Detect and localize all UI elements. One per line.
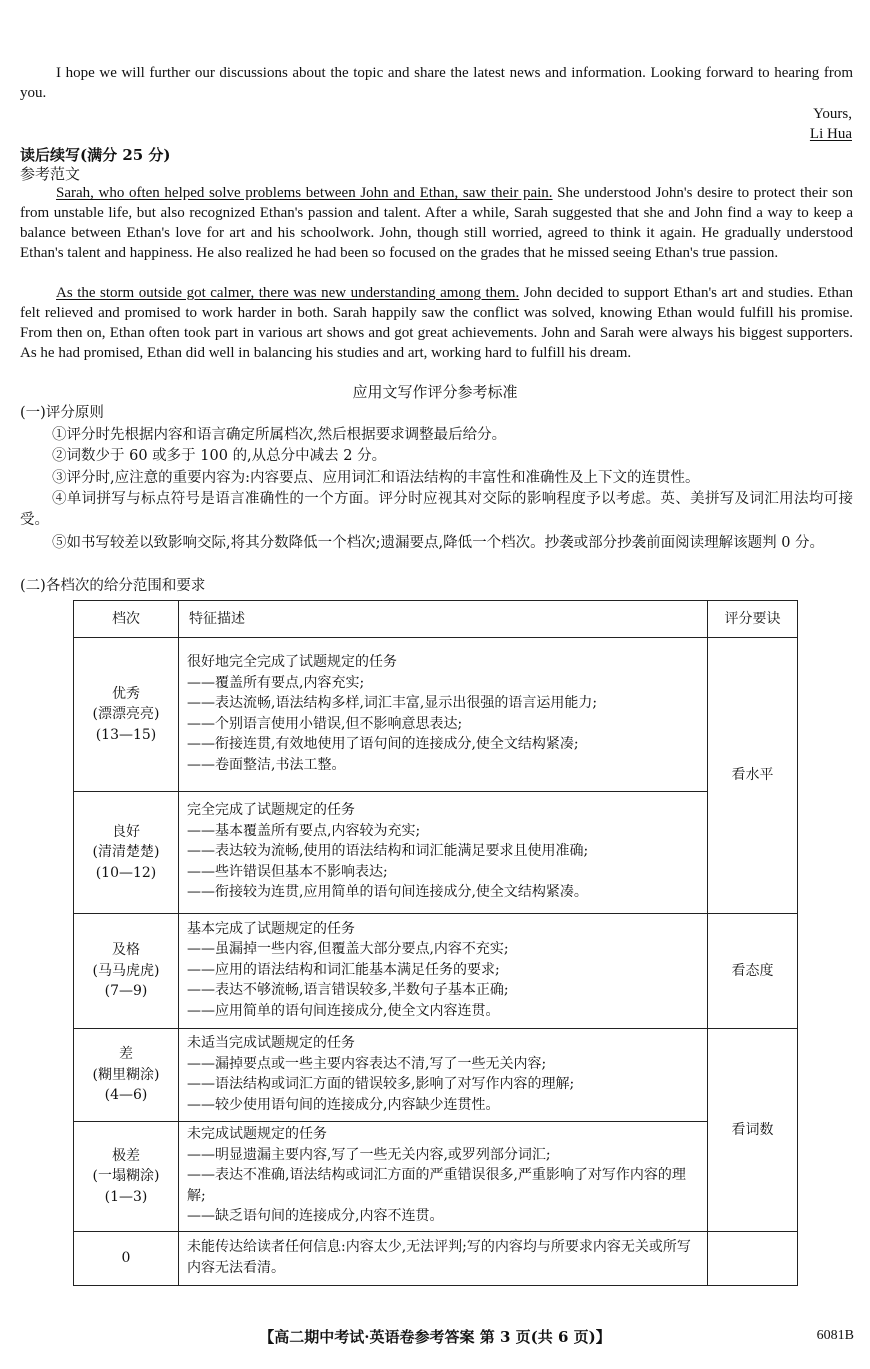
section-2-heading: (二)各档次的给分范围和要求 <box>20 578 206 594</box>
sample-paragraph-1 <box>20 183 853 263</box>
description-line: ——较少使用语句间的连接成分,内容缺少连贯性。 <box>187 1096 500 1113</box>
level-name: 良好 <box>112 823 140 840</box>
continuation-title: 读后续写(满分 25 分) <box>20 146 171 164</box>
rule-cell: 看态度 <box>708 914 798 1029</box>
description-line: ——虽漏掉一些内容,但覆盖大部分要点,内容不充实; <box>187 941 509 958</box>
description-line: ——表达较为流畅,使用的语法结构和词汇能满足要求且使用准确; <box>187 843 589 860</box>
description-line: ——缺乏语句间的连接成分,内容不连贯。 <box>187 1208 444 1225</box>
letter-closing-paragraph: I hope we will further our discussions about the topic and share the latest news and information. Looking forward to hearing from you. <box>20 65 853 101</box>
rule-2: ②词数少于 60 或多于 100 的,从总分中减去 2 分。 <box>52 448 387 464</box>
paragraph-1-body: She understood John's desire to protect their son from unstable life, but also recognized Ethan's passion and talent. After a while, Sarah suggested that she and John find a way to keep a balance between Ethan's love for art and his schoolwork. John, though still worried, agreed to think it again. He gradually understood Ethan's talent and happiness. He also realized he had been so focused on the grades that he missed seeing Ethan's true passion. <box>20 185 854 261</box>
level-cell <box>74 1122 179 1232</box>
level-name: 及格 <box>112 942 140 959</box>
description-line: ——卷面整洁,书法工整。 <box>187 756 346 773</box>
table-row <box>74 1122 798 1232</box>
description-cell <box>179 792 708 914</box>
level-cell <box>74 914 179 1029</box>
description-line: ——应用简单的语句间连接成分,使全文内容连贯。 <box>187 1002 500 1019</box>
rule-cell: 看词数 <box>708 1029 798 1232</box>
level-cell <box>74 1029 179 1122</box>
description-cell <box>179 638 708 792</box>
continuation-subtitle: 参考范文 <box>20 165 81 183</box>
level-alias: (马马虎虎) <box>92 962 160 979</box>
level-cell <box>74 638 179 792</box>
description-line: ——语法结构或词汇方面的错误较多,影响了对写作内容的理解; <box>187 1076 575 1092</box>
table-header-row <box>74 601 798 638</box>
description-line: ——衔接较为连贯,应用简单的语句间连接成分,使全文结构紧凑。 <box>187 884 588 901</box>
description-line: 完全完成了试题规定的任务 <box>187 802 355 819</box>
description-line: ——衔接连贯,有效地使用了语句间的连接成分,使全文结构紧凑; <box>187 736 579 752</box>
header-description: 特征描述 <box>179 601 708 638</box>
sample-paragraph-2 <box>20 283 853 363</box>
description-line: ——些许错误但基本不影响表达; <box>187 863 388 880</box>
description-line: 未能传达给读者任何信息:内容太少,无法评判;写的内容均与所要求内容无关或所写内容无法看清。 <box>187 1239 691 1276</box>
letter-yours: Yours, <box>813 106 852 122</box>
level-name: 极差 <box>112 1147 140 1164</box>
rule-1: ①评分时先根据内容和语言确定所属档次,然后根据要求调整最后给分。 <box>52 427 507 443</box>
description-cell <box>179 1122 708 1232</box>
level-cell <box>74 1232 179 1286</box>
level-range: (4—6) <box>104 1087 148 1104</box>
rule-4: ④单词拼写与标点符号是语言准确性的一个方面。评分时应视其对交际的影响程度予以考虑。英、美拼写及词汇用法均可接受。 <box>20 491 853 528</box>
scoring-table <box>73 600 798 1286</box>
description-line: ——应用的语法结构和词汇能基本满足任务的要求; <box>187 961 500 978</box>
level-range: (1—3) <box>104 1188 148 1205</box>
description-cell <box>179 1029 708 1122</box>
table-row <box>74 914 798 1029</box>
description-line: ——个别语言使用小错误,但不影响意思表达; <box>187 715 463 732</box>
level-range: (7—9) <box>104 983 148 1000</box>
rule-3: ③评分时,应注意的重要内容为:内容要点、应用词汇和语法结构的丰富性和准确性及上下文的连贯性。 <box>52 470 700 486</box>
table-row <box>74 792 798 914</box>
description-cell <box>179 1232 708 1286</box>
rule-cell-empty <box>708 1232 798 1286</box>
description-line: ——表达流畅,语法结构多样,词汇丰富,显示出很强的语言运用能力; <box>187 695 598 711</box>
description-line: ——漏掉要点或一些主要内容表达不清,写了一些无关内容; <box>187 1055 547 1072</box>
scoring-title: 应用文写作评分参考标准 <box>352 383 518 401</box>
description-line: 基本完成了试题规定的任务 <box>187 920 355 937</box>
letter-signature: Li Hua <box>809 126 852 142</box>
description-line: 很好地完全完成了试题规定的任务 <box>187 654 397 670</box>
level-alias: (一塌糊涂) <box>92 1168 160 1185</box>
paragraph-2-opening: As the storm outside got calmer, there was new understanding among them. <box>56 285 520 301</box>
level-name: 差 <box>119 1046 133 1063</box>
table-row <box>74 1029 798 1122</box>
header-level: 档次 <box>74 601 179 638</box>
rule-5: ⑤如书写较差以致影响交际,将其分数降低一个档次;遗漏要点,降低一个档次。抄袭或部分抄袭前面阅读理解该题判 0 分。 <box>52 535 825 551</box>
header-rule: 评分要诀 <box>708 601 798 638</box>
description-line: 未完成试题规定的任务 <box>187 1126 327 1143</box>
description-line: ——表达不够流畅,语言错误较多,半数句子基本正确; <box>187 982 509 999</box>
description-line: ——表达不准确,语法结构或词汇方面的严重错误很多,严重影响了对写作内容的理解; <box>187 1167 686 1204</box>
level-alias: (漂漂亮亮) <box>92 706 160 723</box>
level-range: (13—15) <box>95 726 157 743</box>
level-name: 0 <box>121 1250 131 1267</box>
description-cell <box>179 914 708 1029</box>
page-footer: 【高二期中考试·英语卷参考答案 第 3 页(共 6 页)】 <box>259 1328 611 1346</box>
level-range: (10—12) <box>95 864 157 881</box>
paragraph-1-opening: Sarah, who often helped solve problems between John and Ethan, saw their pain. <box>56 185 553 201</box>
table-row <box>74 638 798 792</box>
document-code: 6081B <box>816 1328 854 1343</box>
level-alias: (清清楚楚) <box>92 844 160 861</box>
rule-cell: 看水平 <box>708 638 798 914</box>
description-line: ——覆盖所有要点,内容充实; <box>187 674 365 691</box>
description-line: ——明显遗漏主要内容,写了一些无关内容,或罗列部分词汇; <box>187 1146 551 1163</box>
description-line: 未适当完成试题规定的任务 <box>187 1035 355 1051</box>
table-row <box>74 1232 798 1286</box>
level-name: 优秀 <box>112 685 140 702</box>
level-cell <box>74 792 179 914</box>
level-alias: (糊里糊涂) <box>92 1066 160 1083</box>
paragraph-2-body: John decided to support Ethan's art and studies. Ethan felt relieved and promised to work harder in both. Sarah happily saw the conflict was solved, knowing Ethan would fulfill his promise. From then on, Ethan often took part in various art shows and got great achievements. John and Sarah were always his biggest supporters. As he had promised, Ethan did well in balancing his studies and art, working hard to fulfill his dream. <box>20 285 853 361</box>
description-line: ——基本覆盖所有要点,内容较为充实; <box>187 822 421 839</box>
section-1-heading: (一)评分原则 <box>20 405 104 421</box>
